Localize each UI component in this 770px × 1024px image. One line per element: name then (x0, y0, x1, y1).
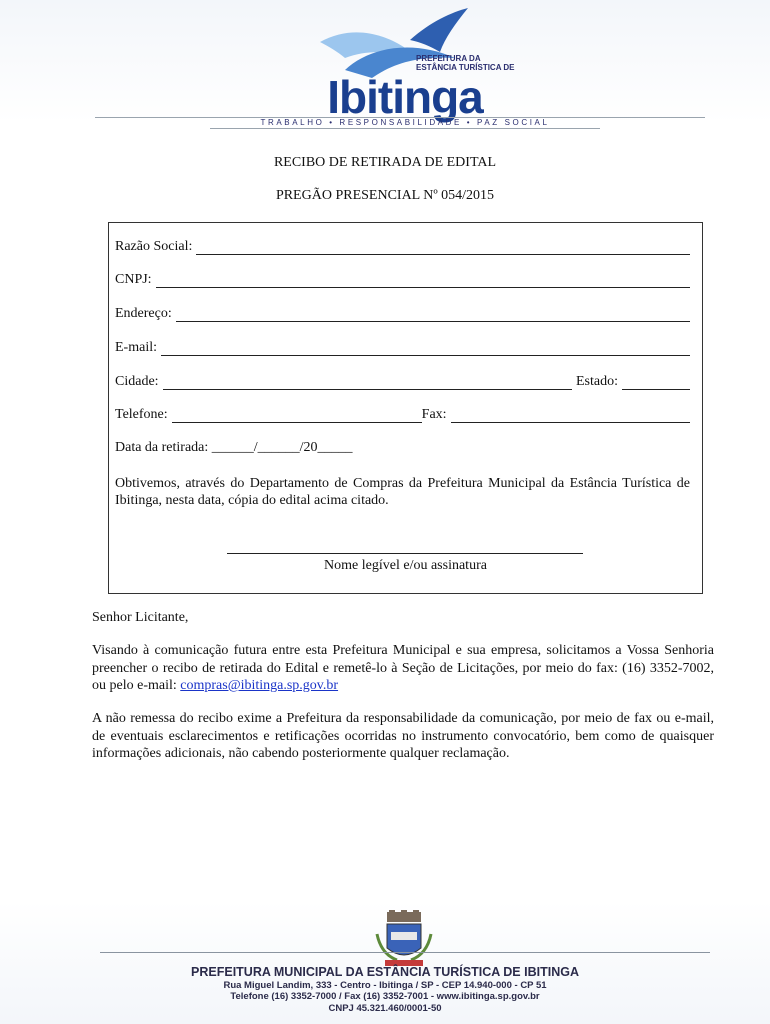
field-cidade-estado[interactable] (115, 372, 690, 390)
field-email[interactable] (115, 338, 690, 356)
cidade-blank[interactable] (163, 375, 572, 390)
document-subtitle: PREGÃO PRESENCIAL Nº 054/2015 (275, 188, 495, 203)
document-title: RECIBO DE RETIRADA DE EDITAL (273, 155, 497, 170)
instructions-text: Visando à comunicação futura entre esta Prefeitura Municipal e sua empresa, solicitamos a Vossa Senhoria preencher o recibo de retirada do Edital e remetê-lo à Seção de Licitações, por meio do fax: (16) 3352-7002, ou pelo e-mail: (92, 643, 714, 693)
razao-social-blank[interactable] (196, 240, 690, 255)
email-link[interactable]: compras@ibitinga.sp.gov.br (180, 678, 339, 693)
signature-line[interactable] (227, 553, 583, 554)
fax-label: Fax: (421, 407, 447, 422)
logo-prefeitura-text (416, 54, 516, 72)
footer-rule (100, 952, 710, 953)
email-blank[interactable] (161, 341, 690, 356)
estado-label: Estado: (576, 374, 618, 389)
cnpj-blank[interactable] (156, 273, 690, 288)
disclaimer-paragraph: A não remessa do recibo exime a Prefeitura da responsabilidade da comunicação, por meio de fax ou e-mail, de eventuais esclarecimentos e retificações ocorridas no instrumento convocatório, bem como de quaisquer informações adicionais, não cabendo posteriormente qualquer reclamação. (92, 711, 714, 761)
logo-prefeitura-line: PREFEITURA DA (416, 54, 481, 63)
logo-estancia-line: ESTÂNCIA TURÍSTICA DE (416, 63, 515, 72)
logo-wordmark: Ibitinga (327, 71, 483, 123)
receipt-form (108, 222, 703, 594)
header-rule-bottom (210, 128, 600, 129)
footer-cnpj: CNPJ 45.321.460/0001-50 (328, 1003, 442, 1014)
field-telefone-fax[interactable] (115, 405, 690, 423)
fax-blank[interactable] (451, 408, 690, 423)
logo-tagline: TRABALHO • RESPONSABILIDADE • PAZ SOCIAL (260, 118, 550, 127)
field-endereco[interactable] (115, 304, 690, 322)
cnpj-label: CNPJ: (115, 272, 152, 287)
greeting: Senhor Licitante, (92, 610, 189, 625)
data-retirada-label: Data da retirada: ______/______/20_____ (115, 440, 353, 455)
cidade-label: Cidade: (115, 374, 159, 389)
estado-blank[interactable] (622, 375, 690, 390)
footer-contact: Telefone (16) 3352-7000 / Fax (16) 3352-7001 - www.ibitinga.sp.gov.br (230, 991, 540, 1002)
signature-label: Nome legível e/ou assinatura (324, 558, 487, 573)
telefone-blank[interactable] (172, 408, 422, 423)
telefone-label: Telefone: (115, 407, 168, 422)
endereco-blank[interactable] (176, 307, 690, 322)
field-cnpj[interactable] (115, 270, 690, 288)
header-logo (0, 0, 770, 140)
footer-org: PREFEITURA MUNICIPAL DA ESTÂNCIA TURÍSTICA DE IBITINGA (191, 965, 579, 979)
field-razao-social[interactable] (115, 237, 690, 255)
razao-social-label: Razão Social: (115, 239, 193, 254)
coat-of-arms-icon (373, 910, 435, 970)
declaration-text: Obtivemos, através do Departamento de Compras da Prefeitura Municipal da Estância Turística de Ibitinga, nesta data, cópia do edital acima citado. (115, 476, 690, 508)
field-data-retirada[interactable] (115, 438, 690, 456)
endereco-label: Endereço: (115, 306, 172, 321)
instructions-paragraph (92, 642, 714, 695)
footer-address: Rua Miguel Landim, 333 - Centro - Ibitinga / SP - CEP 14.940-000 - CP 51 (223, 980, 547, 991)
email-label: E-mail: (115, 340, 157, 355)
